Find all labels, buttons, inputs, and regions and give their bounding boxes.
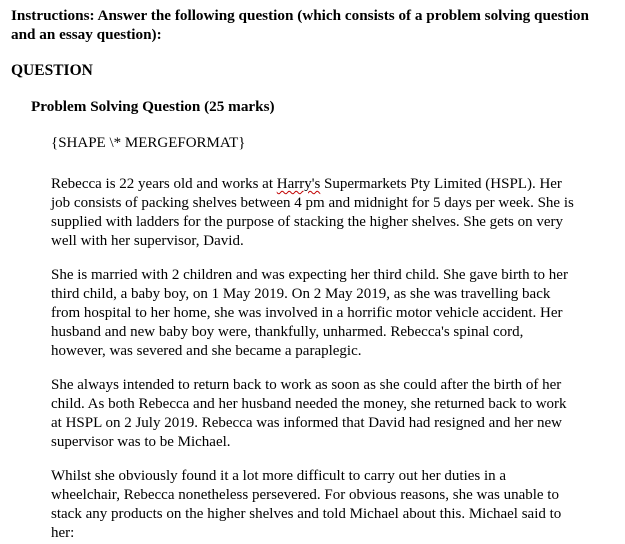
paragraph-accident [51, 266, 617, 361]
paragraph-return-to-work [51, 376, 617, 452]
paragraph-line: her: [51, 525, 75, 541]
paragraph-line: supplied with ladders for the purpose of stacking the higher shelves. She gets on very [51, 214, 563, 230]
paragraph-line [51, 175, 617, 194]
paragraph-line: at HSPL on 2 July 2019. Rebecca was informed that David had resigned and her new [51, 415, 562, 431]
spelling-flagged-word[interactable]: Harry's [276, 176, 321, 192]
paragraph-line: stack any products on the higher shelves and told Michael about this. Michael said to [51, 506, 562, 522]
paragraph-line: supervisor was to be Michael. [51, 434, 231, 450]
paragraph-line: well with her supervisor, David. [51, 233, 244, 249]
paragraph-line: from hospital to her home, she was involved in a horrific motor vehicle accident. Her [51, 305, 563, 321]
paragraph-line: She always intended to return back to work as soon as she could after the birth of her [51, 377, 562, 393]
paragraph-line: third child, a baby boy, on 1 May 2019. On 2 May 2019, as she was travelling back [51, 286, 551, 302]
paragraph-line: husband and new baby boy were, thankfully, unharmed. Rebecca's spinal cord, [51, 324, 524, 340]
line-text: Supermarkets Pty Limited (HSPL). Her [320, 176, 562, 192]
paragraph-line: however, was severed and she became a paraplegic. [51, 343, 362, 359]
paragraph-line: child. As both Rebecca and her husband needed the money, she returned back to work [51, 396, 567, 412]
shape-field-code: {SHAPE \* MERGEFORMAT} [51, 135, 246, 151]
line-text: Rebecca is 22 years old and works at [51, 176, 277, 192]
paragraph-wheelchair [51, 467, 617, 543]
paragraph-line: Whilst she obviously found it a lot more difficult to carry out her duties in a [51, 468, 507, 484]
paragraph-rebecca-intro [51, 175, 617, 251]
question-heading: QUESTION [11, 62, 93, 79]
paragraph-line: wheelchair, Rebecca nonetheless persevered. For obvious reasons, she was unable to [51, 487, 559, 503]
paragraph-line: She is married with 2 children and was expecting her third child. She gave birth to her [51, 267, 568, 283]
instructions-text: Instructions: Answer the following question (which consists of a problem solving question and an essay question): [11, 7, 589, 43]
problem-solving-heading: Problem Solving Question (25 marks) [31, 98, 275, 115]
paragraph-line: job consists of packing shelves between 4 pm and midnight for 5 days per week. She is [51, 195, 574, 211]
